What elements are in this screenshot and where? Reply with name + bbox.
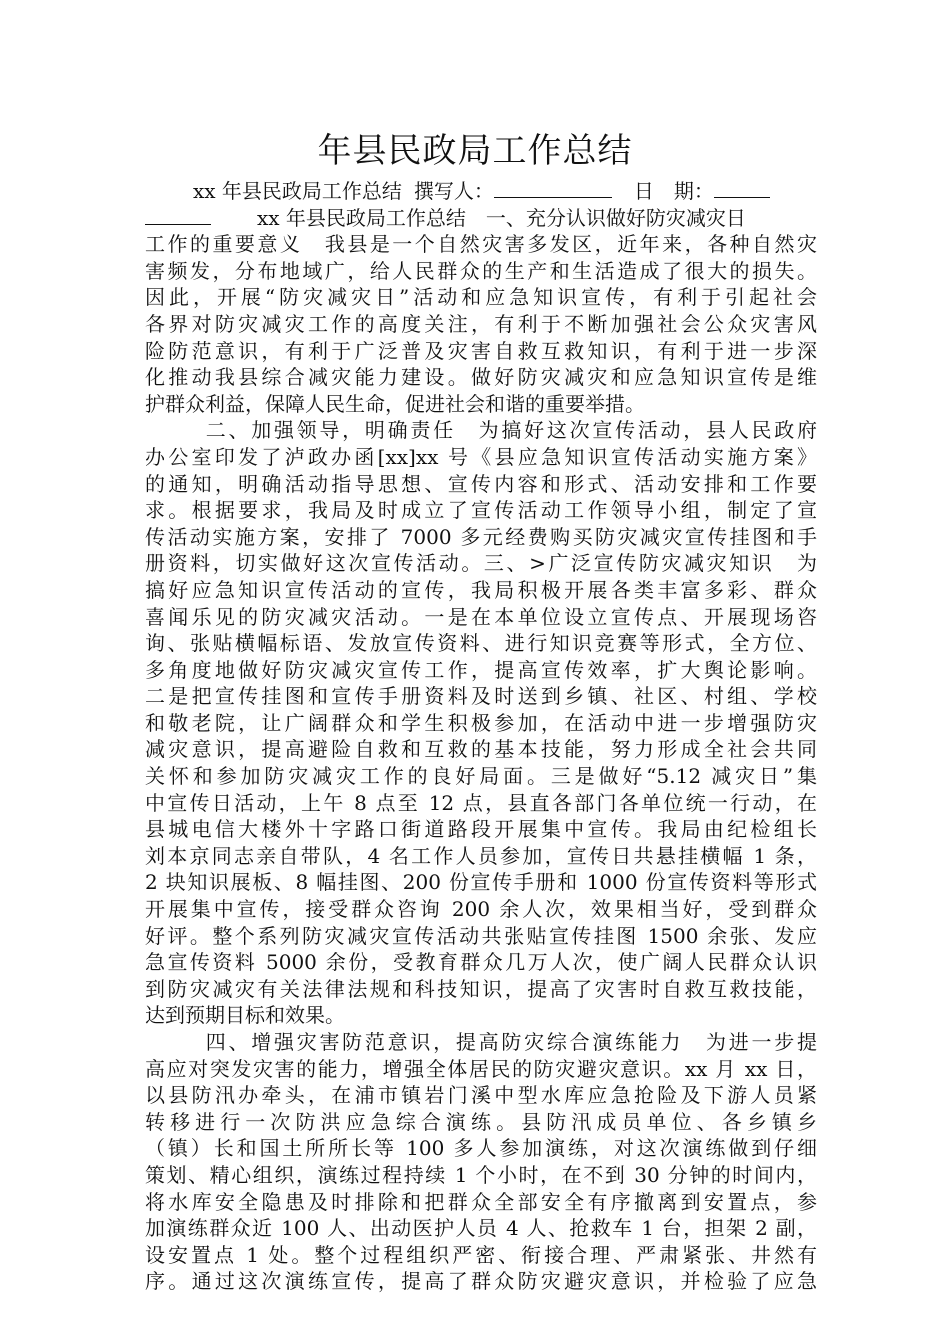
header-date-label: 日 期： xyxy=(633,179,714,203)
text-line: 加演练群众近 100 人、出动医护人员 4 人、抢救车 1 台，担架 2 副， xyxy=(145,1216,817,1241)
text-line: 搞好应急知识宣传活动的宣传，我局积极开展各类丰富多彩、群众 xyxy=(145,577,817,602)
text-line: 转移进行一次防洪应急综合演练。县防汛成员单位、各乡镇乡 xyxy=(145,1109,817,1134)
text-line: 求。根据要求，我局及时成立了宣传活动工作领导小组，制定了宣 xyxy=(145,498,817,523)
text-line: 的通知，明确活动指导思想、宣传内容和形式、活动安排和工作要 xyxy=(145,471,817,496)
text-line: 因此，开展“防灾减灾日”活动和应急知识宣传，有利于引起社会 xyxy=(145,285,817,310)
text-line: 多角度地做好防灾减灾宣传工作，提高宣传效率，扩大舆论影响。 xyxy=(145,657,817,682)
text-line: 害频发，分布地域广，给人民群众的生产和生活造成了很大的损失。 xyxy=(145,258,817,283)
text-line: 到防灾减灾有关法律法规和科技知识，提高了灾害时自救互救技能， xyxy=(145,976,817,1001)
text-line: 册资料，切实做好这次宣传活动。三、>广泛宣传防灾减灾知识 为 xyxy=(145,551,817,576)
text-line: 开展集中宣传，接受群众咨询 200 余人次，效果相当好，受到群众 xyxy=(145,897,817,922)
text-line: 喜闻乐见的防灾减灾活动。一是在本单位设立宣传点、开展现场咨 xyxy=(145,604,817,629)
text-line: 刘本京同志亲自带队，4 名工作人员参加，宣传日共悬挂横幅 1 条， xyxy=(145,843,817,868)
text-line: 办公室印发了泸政办函[xx]xx 号《县应急知识宣传活动实施方案》 xyxy=(145,444,817,469)
document-body xyxy=(145,178,817,1295)
text-line: 关怀和参加防灾减灾工作的良好局面。三是做好“5.12 减灾日”集 xyxy=(145,764,817,789)
text-line: 工作的重要意义 我县是一个自然灾害多发区，近年来，各种自然灾 xyxy=(145,232,817,257)
text-line: 和敬老院，让广阔群众和学生积极参加，在活动中进一步增强防灾 xyxy=(145,710,817,735)
text-line: xx 年县民政局工作总结 一、充分认识做好防灾减灾日 xyxy=(145,205,817,232)
text-line: 各界对防灾减灾工作的高度关注，有利于不断加强社会公众灾害风 xyxy=(145,311,817,336)
text-line: 2 块知识展板、8 幅挂图、200 份宣传手册和 1000 份宣传资料等形式 xyxy=(145,870,817,895)
text-line: 四、增强灾害防范意识，提高防灾综合演练能力 为进一步提 xyxy=(203,1030,817,1054)
text-line: 急宣传资料 5000 余份，受教育群众几万人次，使广阔人民群众认识 xyxy=(145,950,817,975)
text-line: 设安置点 1 处。整个过程组织严密、衔接合理、严肃紧张、井然有 xyxy=(145,1242,817,1267)
text-line: 将水库安全隐患及时排除和把群众全部安全有序撤离到安置点，参 xyxy=(145,1189,817,1214)
text-line: 县城电信大楼外十字路口街道路段开展集中宣传。我局由纪检组长 xyxy=(145,817,817,842)
text-line: 以县防汛办牵头，在浦市镇岩门溪中型水库应急抢险及下游人员紧 xyxy=(145,1083,817,1108)
text-line: 护群众利益，保障人民生命，促进社会和谐的重要举措。 xyxy=(145,391,645,416)
date-blank-end xyxy=(145,206,211,225)
text-line: 二是把宣传挂图和宣传手册资料及时送到乡镇、社区、村组、学校 xyxy=(145,684,817,709)
text-line: 高应对突发灾害的能力，增强全体居民的防灾避灾意识。xx 月 xx 日， xyxy=(145,1056,817,1081)
text-line: 达到预期目标和效果。 xyxy=(145,1003,345,1028)
text-line: 化推动我县综合减灾能力建设。做好防灾减灾和应急知识宣传是维 xyxy=(145,365,817,390)
header-line xyxy=(145,178,817,205)
header-doc-name: xx 年县民政局工作总结 xyxy=(193,179,402,203)
text-line: 序。通过这次演练宣传，提高了群众防灾避灾意识，并检验了应急 xyxy=(145,1269,817,1294)
author-blank xyxy=(494,179,612,198)
text-line: 中宣传日活动，上午 8 点至 12 点，县直各部门各单位统一行动，在 xyxy=(145,790,817,815)
text-line: 策划、精心组织，演练过程持续 1 个小时，在不到 30 分钟的时间内， xyxy=(145,1162,817,1187)
text-line: 好评。整个系列防灾减灾宣传活动共张贴宣传挂图 1500 余张、发应 xyxy=(145,923,817,948)
text-line: 询、张贴横幅标语、发放宣传资料、进行知识竞赛等形式，全方位、 xyxy=(145,631,817,656)
text-line: （镇）长和国土所所长等 100 多人参加演练，对这次演练做到仔细 xyxy=(145,1136,817,1161)
document-title: 年县民政局工作总结 xyxy=(317,131,633,171)
text-line: 险防范意识，有利于广泛普及灾害自救互救知识，有利于进一步深 xyxy=(145,338,817,363)
header-author-label: 撰写人： xyxy=(413,179,494,203)
date-blank-start xyxy=(714,179,770,198)
text-line: 传活动实施方案，安排了 7000 多元经费购买防灾减灾宣传挂图和手 xyxy=(145,524,817,549)
text-line: 二、加强领导，明确责任 为搞好这次宣传活动，县人民政府 xyxy=(203,418,817,443)
text-line: 减灾意识，提高避险自救和互救的基本技能，努力形成全社会共同 xyxy=(145,737,817,762)
